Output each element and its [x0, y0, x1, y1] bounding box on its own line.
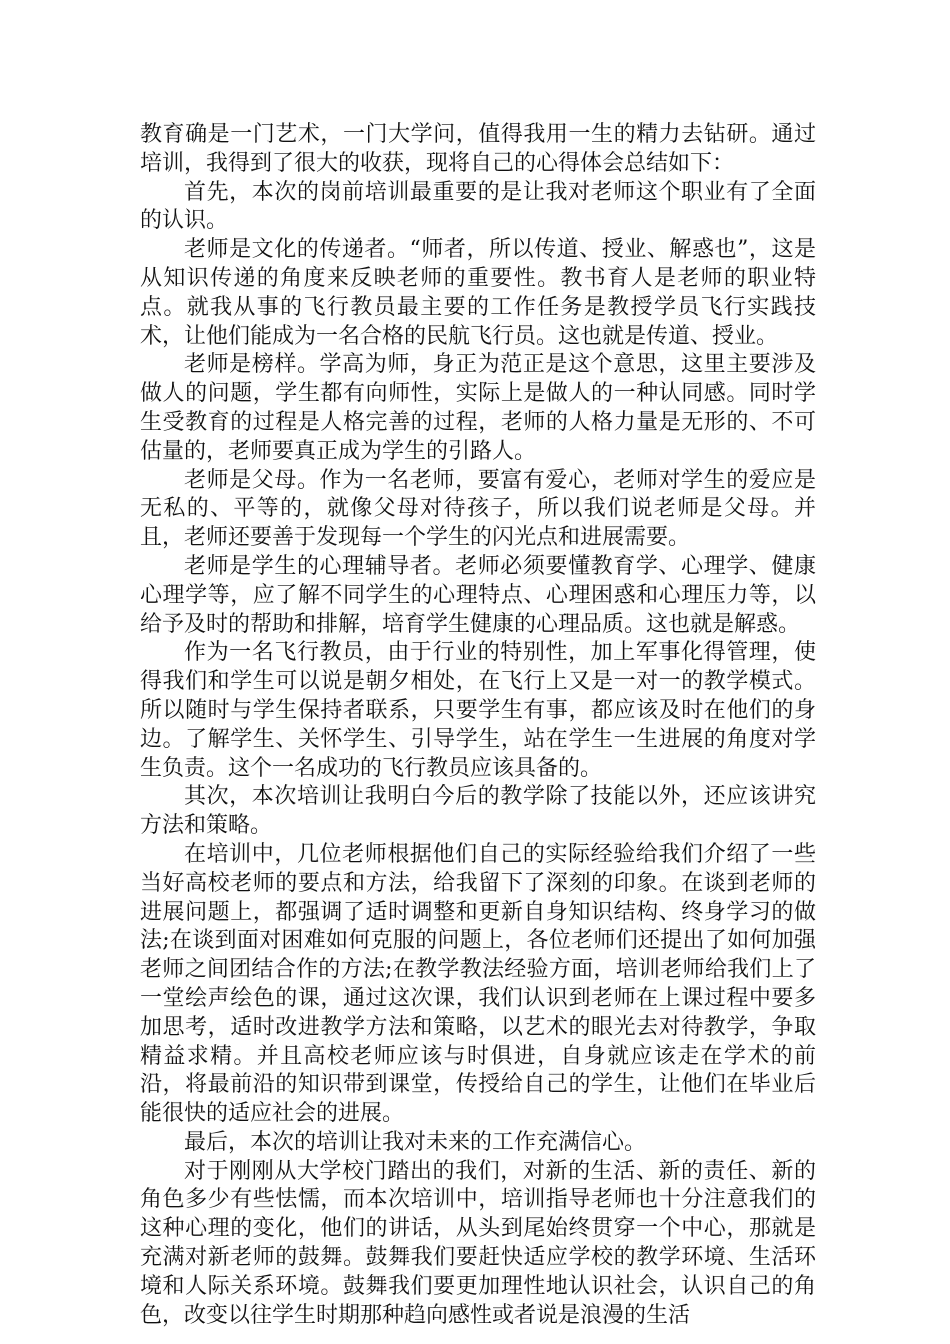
paragraph-second-point: 其次，本次培训让我明白今后的教学除了技能以外，还应该讲究方法和策略。: [140, 784, 816, 839]
paragraph-teacher-role-model: 老师是榜样。学高为师，身正为范正是这个意思，这里主要涉及做人的问题，学生都有向师性，实际上是做人的一种认同感。同时学生受教育的过程是人格完善的过程，老师的人格力量是无形的、不可估量的，老师要真正成为学生的引路人。: [140, 352, 816, 464]
paragraph-encouragement: 对于刚刚从大学校门踏出的我们，对新的生活、新的责任、新的角色多少有些怯懦，而本次培训中，培训指导老师也十分注意我们的这种心理的变化，他们的讲话，从头到尾始终贯穿一个中心，那就是充满对新老师的鼓舞。鼓舞我们要赶快适应学校的教学环境、生活环境和人际关系环境。鼓舞我们要更加理性地认识社会，认识自己的角色，改变以往学生时期那种趋向感性或者说是浪漫的生活: [140, 1158, 816, 1328]
paragraph-teacher-counselor: 老师是学生的心理辅导者。老师必须要懂教育学、心理学、健康心理学等，应了解不同学生的心理特点、心理困惑和心理压力等，以给予及时的帮助和排解，培育学生健康的心理品质。这也就是解惑。: [140, 553, 816, 637]
paragraph-teacher-transmitter: 老师是文化的传递者。“师者，所以传道、授业、解惑也”，这是从知识传递的角度来反映老师的重要性。教书育人是老师的职业特点。就我从事的飞行教员最主要的工作任务是教授学员飞行实践技术，让他们能成为一名合格的民航飞行员。这也就是传道、授业。: [140, 237, 816, 349]
paragraph-training-methods: 在培训中，几位老师根据他们自己的实际经验给我们介绍了一些当好高校老师的要点和方法，给我留下了深刻的印象。在谈到老师的进展问题上，都强调了适时调整和更新自身知识结构、终身学习的做法;在谈到面对困难如何克服的问题上，各位老师们还提出了如何加强老师之间团结合作的方法;在教学教法经验方面，培训老师给我们上了一堂绘声绘色的课，通过这次课，我们认识到老师在上课过程中要多加思考，适时改进教学方法和策略，以艺术的眼光去对待教学，争取精益求精。并且高校老师应该与时俱进，自身就应该走在学术的前沿，将最前沿的知识带到课堂，传授给自己的学生，让他们在毕业后能很快的适应社会的进展。: [140, 841, 816, 1127]
paragraph-first-point: 首先，本次的岗前培训最重要的是让我对老师这个职业有了全面的认识。: [140, 179, 816, 234]
document-body: [140, 121, 816, 1330]
paragraph-intro: 教育确是一门艺术，一门大学问，值得我用一生的精力去钻研。通过培训，我得到了很大的收获，现将自己的心得体会总结如下：: [140, 122, 816, 176]
paragraph-flight-instructor: 作为一名飞行教员，由于行业的特别性，加上军事化得管理，使得我们和学生可以说是朝夕相处，在飞行上又是一对一的教学模式。所以随时与学生保持者联系，只要学生有事，都应该及时在他们的身边。了解学生、关怀学生、引导学生，站在学生一生进展的角度对学生负责。这个一名成功的飞行教员应该具备的。: [140, 640, 816, 781]
paragraph-teacher-parent: 老师是父母。作为一名老师，要富有爱心，老师对学生的爱应是无私的、平等的，就像父母对待孩子，所以我们说老师是父母。并且，老师还要善于发现每一个学生的闪光点和进展需要。: [140, 467, 816, 551]
paragraph-final-point: 最后，本次的培训让我对未来的工作充满信心。: [184, 1129, 647, 1155]
